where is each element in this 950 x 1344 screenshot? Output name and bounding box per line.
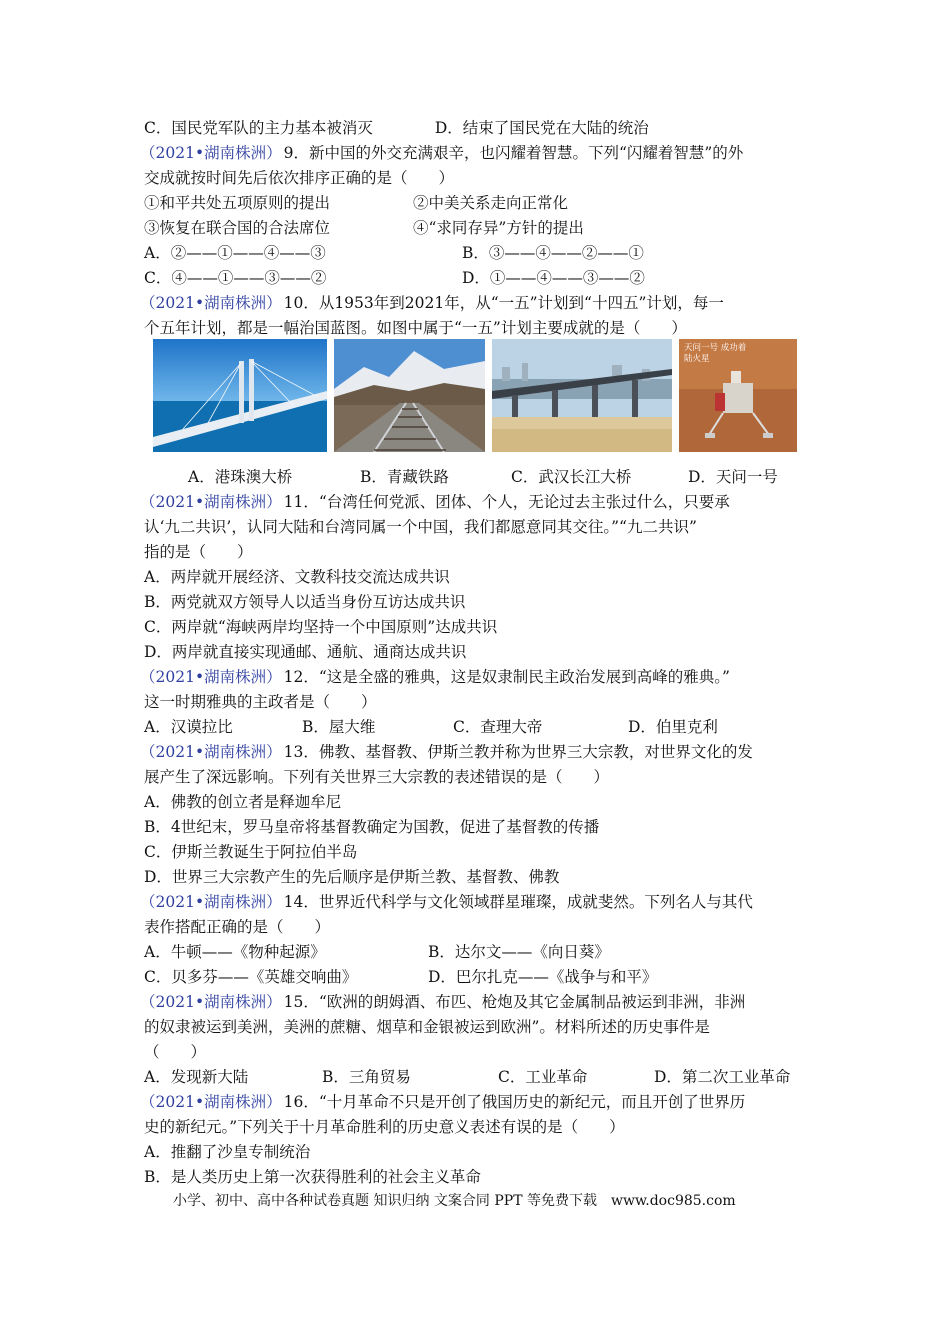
q11-option-a: A．两岸就开展经济、文教科技交流达成共识 — [144, 568, 450, 586]
q9-stem-line1 — [140, 141, 743, 165]
question-text: 14．世界近代科学与文化领域群星璀璨，成就斐然。下列名人与其代 — [283, 893, 753, 911]
q10-option-d: D．天问一号 — [688, 468, 778, 486]
question-text: 9．新中国的外交充满艰辛，也闪耀着智慧。下列“闪耀着智慧”的外 — [283, 144, 744, 162]
q15-option-a: A．发现新大陆 — [144, 1068, 249, 1086]
q16-stem-line2: 史的新纪元。”下列关于十月革命胜利的历史意义表述有误的是（ ） — [144, 1118, 625, 1136]
q16-option-b: B．是人类历史上第一次获得胜利的社会主义革命 — [144, 1168, 481, 1186]
q13-option-b: B．4世纪末，罗马皇帝将基督教确定为国教，促进了基督教的传播 — [144, 818, 600, 836]
q14-option-d: D．巴尔扎克——《战争与和平》 — [428, 968, 658, 986]
source-tag: （2021•湖南株洲） — [140, 993, 282, 1011]
q12-option-a: A．汉谟拉比 — [144, 718, 233, 736]
q12-option-b: B．屋大维 — [302, 718, 376, 736]
q13-option-a: A．佛教的创立者是释迦牟尼 — [144, 793, 342, 811]
q9-item-3: ③恢复在联合国的合法席位 — [144, 219, 331, 237]
source-tag: （2021•湖南株洲） — [140, 144, 282, 162]
q15-stem-line3: （ ） — [144, 1043, 207, 1061]
q9-option-d: D．①——④——③——② — [462, 269, 645, 287]
q9-option-b: B．③——④——②——① — [462, 244, 644, 262]
q11-option-b: B．两党就双方领导人以适当身份互访达成共识 — [144, 593, 466, 611]
q15-option-d: D．第二次工业革命 — [654, 1068, 791, 1086]
source-tag: （2021•湖南株洲） — [140, 668, 282, 686]
q13-stem-line1 — [140, 740, 753, 764]
q9-item-2: ②中美关系走向正常化 — [413, 194, 569, 212]
q9-option-c: C．④——①——③——② — [144, 269, 327, 287]
q10-option-c: C．武汉长江大桥 — [511, 468, 632, 486]
q10-stem-line2: 个五年计划，都是一幅治国蓝图。如图中属于“一五”计划主要成就的是（ ） — [144, 319, 687, 337]
q8-options-cd: C．国民党军队的主力基本被消灭 D．结束了国民党在大陆的统治 — [144, 119, 649, 137]
q14-stem-line1 — [140, 890, 753, 914]
bridge-photo — [153, 339, 327, 452]
railway-photo — [334, 339, 485, 452]
q9-option-a: A．②——①——④——③ — [144, 244, 326, 262]
q15-stem-line2: 的奴隶被运到美洲，美洲的蔗糖、烟草和金银被运到欧洲”。材料所述的历史事件是 — [144, 1018, 710, 1036]
q12-stem-line1 — [140, 665, 730, 689]
q9-stem-line2: 交成就按时间先后依次排序正确的是（ ） — [144, 169, 455, 187]
source-tag: （2021•湖南株洲） — [140, 743, 282, 761]
q10-option-a: A．港珠澳大桥 — [188, 468, 293, 486]
source-tag: （2021•湖南株洲） — [140, 1093, 282, 1111]
q13-stem-line2: 展产生了深远影响。下列有关世界三大宗教的表述错误的是（ ） — [144, 768, 610, 786]
question-text: 11．“台湾任何党派、团体、个人，无论过去主张过什么，只要承 — [283, 493, 730, 511]
page-footer: 小学、初中、高中各种试卷真题 知识归纳 文案合同 PPT 等免费下载 www.doc985.com — [173, 1193, 736, 1209]
q11-option-c: C．两岸就“海峡两岸均坚持一个中国原则”达成共识 — [144, 618, 498, 636]
q16-option-a: A．推翻了沙皇专制统治 — [144, 1143, 311, 1161]
q10-stem-line1 — [140, 291, 724, 315]
q14-option-b: B．达尔文——《向日葵》 — [428, 943, 610, 961]
q11-stem-line2: 认‘九二共识’，认同大陆和台湾同属一个中国，我们都愿意同其交往。”“九二共识” — [144, 518, 697, 536]
question-text: 15．“欧洲的朗姆酒、布匹、枪炮及其它金属制品被运到非洲，非洲 — [283, 993, 746, 1011]
q15-option-b: B．三角贸易 — [322, 1068, 411, 1086]
yangtze-bridge-photo — [492, 339, 672, 452]
mars-photo-caption: 天问一号 成功着陆火星 — [684, 343, 747, 364]
question-text: 16．“十月革命不只是开创了俄国历史的新纪元，而且开创了世界历 — [283, 1093, 746, 1111]
source-tag: （2021•湖南株洲） — [140, 294, 282, 312]
q11-option-d: D．两岸就直接实现通邮、通航、通商达成共识 — [144, 643, 467, 661]
q13-option-d: D．世界三大宗教产生的先后顺序是伊斯兰教、基督教、佛教 — [144, 868, 560, 886]
q14-option-a: A．牛顿——《物种起源》 — [144, 943, 326, 961]
q12-option-d: D．伯里克利 — [628, 718, 718, 736]
q15-stem-line1 — [140, 990, 745, 1014]
q9-item-4: ④“求同存异”方针的提出 — [413, 219, 584, 237]
q12-option-c: C．查理大帝 — [453, 718, 543, 736]
q13-option-c: C．伊斯兰教诞生于阿拉伯半岛 — [144, 843, 358, 861]
q9-item-1: ①和平共处五项原则的提出 — [144, 194, 331, 212]
q15-option-c: C．工业革命 — [498, 1068, 588, 1086]
source-tag: （2021•湖南株洲） — [140, 893, 282, 911]
question-text: 10．从1953年到2021年，从“一五”计划到“十四五”计划，每一 — [283, 294, 724, 312]
q10-option-b: B．青藏铁路 — [360, 468, 449, 486]
q14-stem-line2: 表作搭配正确的是（ ） — [144, 918, 331, 936]
q12-stem-line2: 这一时期雅典的主政者是（ ） — [144, 693, 377, 711]
q11-stem-line3: 指的是（ ） — [144, 543, 253, 561]
q11-stem-line1 — [140, 490, 730, 514]
q16-stem-line1 — [140, 1090, 745, 1114]
q14-option-c: C．贝多芬——《英雄交响曲》 — [144, 968, 358, 986]
question-text: 13．佛教、基督教、伊斯兰教并称为世界三大宗教，对世界文化的发 — [283, 743, 753, 761]
source-tag: （2021•湖南株洲） — [140, 493, 282, 511]
question-text: 12．“这是全盛的雅典，这是奴隶制民主政治发展到高峰的雅典。” — [283, 668, 730, 686]
